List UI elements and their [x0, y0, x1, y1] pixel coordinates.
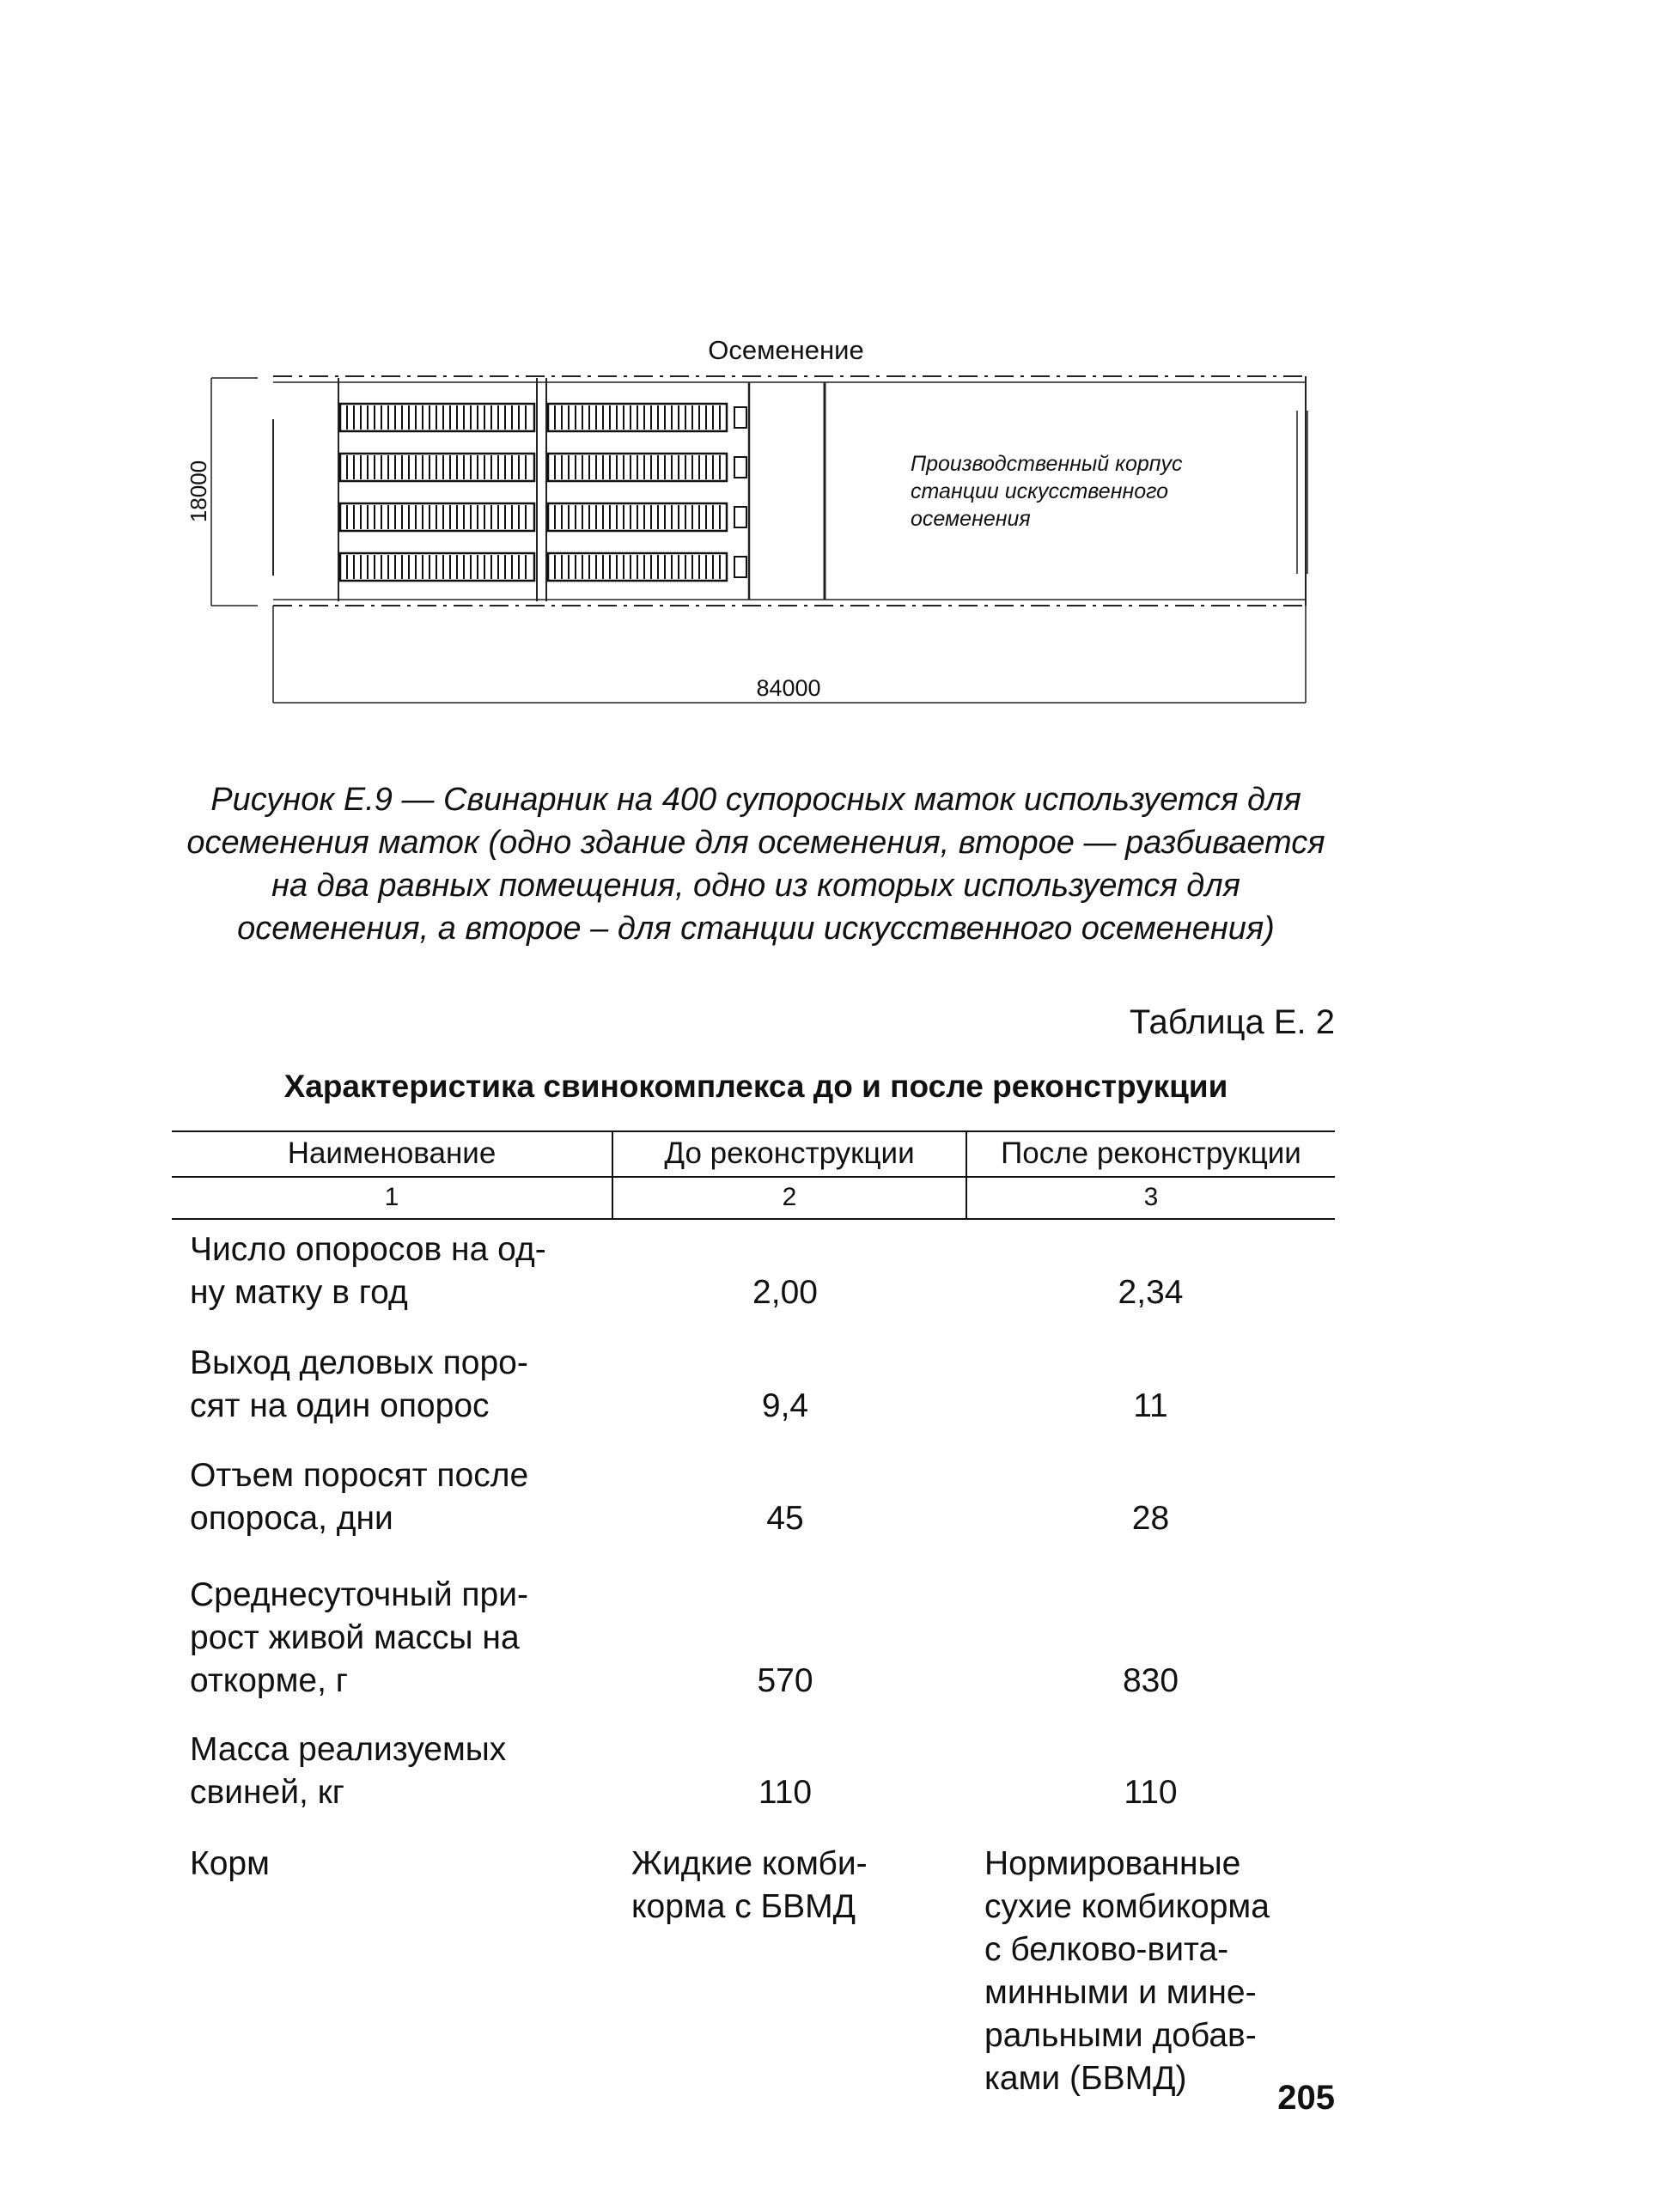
row-before: Жидкие комби- корма с БВМД [631, 1845, 868, 1925]
col-number: 3 [1143, 1183, 1159, 1211]
row-name: Масса реализуемых свиней, кг [190, 1731, 507, 1811]
figure-caption: Рисунок Е.9 — Свинарник на 400 супоросных маток используется для осеменения маток (одно здание для осеменения, второе — разбивается на два равных помещения, одно из которых используется для осеменения, а второе – для станции искусственного осеменения) [186, 782, 1325, 947]
header-after: После реконструкции [1001, 1136, 1301, 1170]
height-dimension-line [211, 378, 258, 606]
width-dimension-value: 84000 [756, 675, 821, 701]
col-number: 1 [384, 1183, 399, 1211]
row-after: Нормированные сухие комбикорма с белково-вита- минными и мине- ральными добав- ками (БВМД) [984, 1845, 1270, 2097]
row-after: 11 [1133, 1387, 1168, 1424]
row-after: 2,34 [1118, 1274, 1184, 1311]
table-top-rule [172, 1130, 1335, 1132]
table-title: Характеристика свинокомплекса до и после реконструкции [283, 1069, 1228, 1104]
plan-top-label: Осеменение [708, 335, 864, 365]
table-label: Таблица Е. 2 [1129, 1003, 1335, 1041]
page-number: 205 [1277, 2079, 1335, 2117]
row-after: 28 [1131, 1500, 1170, 1537]
production-building-label: Производственный корпус станции искусственного осеменения [911, 452, 1183, 531]
row-before: 45 [766, 1500, 804, 1537]
row-before: 570 [757, 1662, 813, 1699]
stall-rows [340, 404, 746, 581]
floor-plan-drawing [0, 0, 1657, 739]
row-name: Среднесуточный при- рост живой массы на откорме, г [190, 1576, 529, 1699]
col-number: 2 [782, 1183, 797, 1211]
table-header-rule [172, 1176, 1335, 1178]
pen-box [734, 457, 746, 478]
row-name: Корм [190, 1845, 270, 1882]
pen-box [734, 507, 746, 527]
row-name: Выход деловых поро- сят на один опорос [190, 1344, 528, 1424]
header-before: До реконструкции [664, 1136, 915, 1170]
row-before: 9,4 [761, 1387, 809, 1424]
row-after: 110 [1124, 1774, 1178, 1811]
row-name: Отъем поросят после опороса, дни [190, 1457, 529, 1537]
row-before: 110 [758, 1774, 813, 1811]
row-before: 2,00 [752, 1274, 818, 1311]
pen-box [734, 407, 746, 428]
row-after: 830 [1122, 1662, 1179, 1699]
table-number-rule [172, 1218, 1335, 1220]
height-dimension-value: 18000 [186, 460, 211, 523]
pen-box [734, 557, 746, 577]
header-name: Наименование [287, 1136, 496, 1170]
row-name: Число опоросов на од- ну матку в год [190, 1231, 546, 1311]
